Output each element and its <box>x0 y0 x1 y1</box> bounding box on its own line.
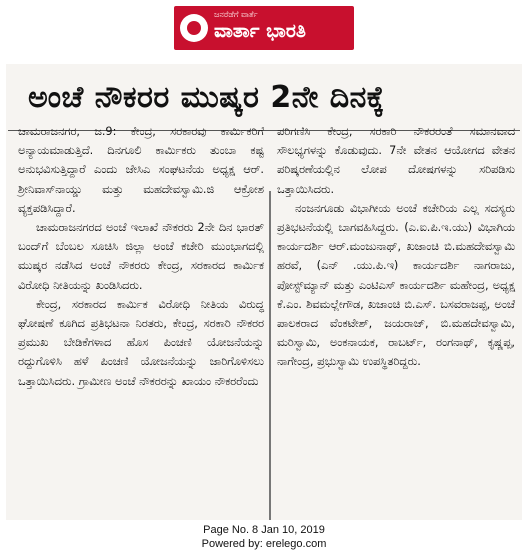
paper-logo-icon <box>180 14 208 42</box>
powered-by-link[interactable]: Powered by: erelego.com <box>201 538 327 550</box>
column-divider <box>269 191 271 520</box>
article-paragraph: ಚಾಮರಾಜನಗರದ ಅಂಚೆ ಇಲಾಖೆ ನೌಕರರು 2ನೇ ದಿನ ಭಾರತ್ ಬಂದ್‌ಗೆ ಬೆಂಬಲ ಸೂಚಿಸಿ ಜಿಲ್ಲಾ ಅಂಚೆ ಕಚೇರಿ ಮುಂಭಾಗದಲ್ಲಿ ಮುಷ್ಕರ ನಡೆಸಿದ ಅಂಚೆ ನೌಕರರು ಕೇಂದ್ರ, ಸರಕಾರದ ಕಾರ್ಮಿಕ ವಿರೋಧಿ ನೀತಿಯನ್ನು ಖಂಡಿಸಿದರು. <box>18 221 264 292</box>
article-clipping <box>6 64 522 520</box>
article-paragraph: ಚಾಮರಾಜನಗರ, ಜ.9: ಕೇಂದ್ರ, ಸರಕಾರವು ಕಾರ್ಮಿಕರಿಗೆ ಅನ್ಯಾಯಮಾಡುತ್ತಿದೆ. ದಿನಗೂಲಿ ಕಾರ್ಮಿಕರು ತುಂಬಾ ಕಷ್ಟ ಅನುಭವಿಸುತ್ತಿದ್ದಾರೆ ಎಂದು ಜೇಸಿಎ ಸಂಘಟನೆಯ ಅಧ್ಯಕ್ಷ ಆರ್. ಶ್ರೀನಿವಾಸ್‌ನಾಯ್ಡು ಮತ್ತು ಮಹದೇವಸ್ವಾಮಿ.ಜಿ ಆಕ್ರೋಶ ವ್ಯಕ್ತಪಡಿಸಿದ್ದಾರೆ. <box>18 125 264 215</box>
article-paragraph: ಕೇಂದ್ರ, ಸರಕಾರದ ಕಾರ್ಮಿಕ ವಿರೋಧಿ ನೀತಿಯ ವಿರುದ್ಧ ಘೋಷಣೆ ಕೂಗಿದ ಪ್ರತಿಭಟನಾ ನಿರತರು, ಕೇಂದ್ರ, ಸರಕಾರಿ ನೌಕರರ ಪ್ರಮುಖ ಬೇಡಿಕೆಗಳಾದ ಹೊಸ ಪಿಂಚಣಿ ಯೋಜನೆಯನ್ನು ರದ್ದುಗೊಳಿಸಿ ಹಳೆ ಪಿಂಚಣಿ ಯೋಜನೆಯನ್ನು ಜಾರಿಗೊಳಿಸಲು ಒತ್ತಾಯಿಸಿದರು. ಗ್ರಾಮೀಣ ಅಂಚೆ ನೌಕರರನ್ನು ಖಾಯಂ ನೌಕರರೆಂದು <box>18 297 264 388</box>
masthead-brand: ವಾರ್ತಾ ಭಾರತಿ <box>214 20 306 42</box>
article-paragraph: ನಂಜನಗೂಡು ವಿಭಾಗೀಯ ಅಂಚೆ ಕಚೇರಿಯ ಎಲ್ಲ ಸದಸ್ಯರು ಪ್ರತಿಭಟನೆಯಲ್ಲಿ ಬಾಗವಹಿಸಿದ್ದರು. (ಎ.ಐ.ಪಿ.ಇ.ಯು) ವಿಭಾಗಿಯ ಕಾರ್ಯದರ್ಶಿ ಆರ್.ಮಂಜುನಾಥ್, ಖಜಾಂಚಿ ಬಿ.ಮಹದೇವಸ್ವಾಮಿ ಹರವೆ, (ಎನ್ .ಯು.ಪಿ.ಇ) ಕಾರ್ಯದರ್ಶಿ ನಾಗರಾಜು, ಪೋಸ್ಟ್‌ಮ್ಯಾನ್ ಮತ್ತು ಎಂಟಿಎಸ್ ಕಾರ್ಯದರ್ಶಿ ಮಹೇಂದ್ರ, ಅಧ್ಯಕ್ಷ ಕೆ.ಎಂ. ಶಿವಮಲ್ಲೇಗೌಡ, ಖಜಾಂಚಿ ಬಿ.ಎಸ್. ಬಸವರಾಜಪ್ಪ, ಅಂಚೆ ಪಾಲಕರಾದ ವೆಂಕಟೇಶ್, ಜಯರಾಜ್, ಬಿ.ಮಹದೇವಸ್ವಾಮಿ, ಮರಿಸ್ವಾಮಿ, ಅಂಕನಾಯಕ, ರಾಬರ್ಟ್, ರಂಗನಾಥ್, ಕೃಷ್ಣಪ್ಪ, ನಾಗೇಂದ್ರ, ಪ್ರಭುಸ್ವಾಮಿ ಉಪಸ್ಥಿತರಿದ್ದರು. <box>277 201 515 369</box>
masthead-banner <box>174 6 354 50</box>
article-column-left <box>18 122 264 391</box>
article-headline: ಅಂಚೆ ನೌಕರರ ಮುಷ್ಕರ 2ನೇ ದಿನಕ್ಕೆ <box>28 80 385 115</box>
article-paragraph: ಪರಿಗಣಿಸಿ ಕೇಂದ್ರ, ಸರಕಾರಿ ನೌಕರರಂತೆ ಸಮಾನವಾದ ಸೌಲಭ್ಯಗಳನ್ನು ಕೊಡುವುದು. 7ನೇ ವೇತನ ಆಯೋಗದ ವೇತನ ಪರಿಷ್ಕರಣೆಯಲ್ಲಿನ ಲೋಪ ದೋಷಗಳನ್ನು ಸರಿಪಡಿಸು ಒತ್ತಾಯಿಸಿದರು. <box>277 125 515 196</box>
masthead-tagline: ಜನರೆಡೆಗೆ ವಾರ್ತೆ <box>214 10 258 19</box>
article-column-right <box>277 122 515 372</box>
page-info: Page No. 8 Jan 10, 2019 <box>203 524 325 536</box>
